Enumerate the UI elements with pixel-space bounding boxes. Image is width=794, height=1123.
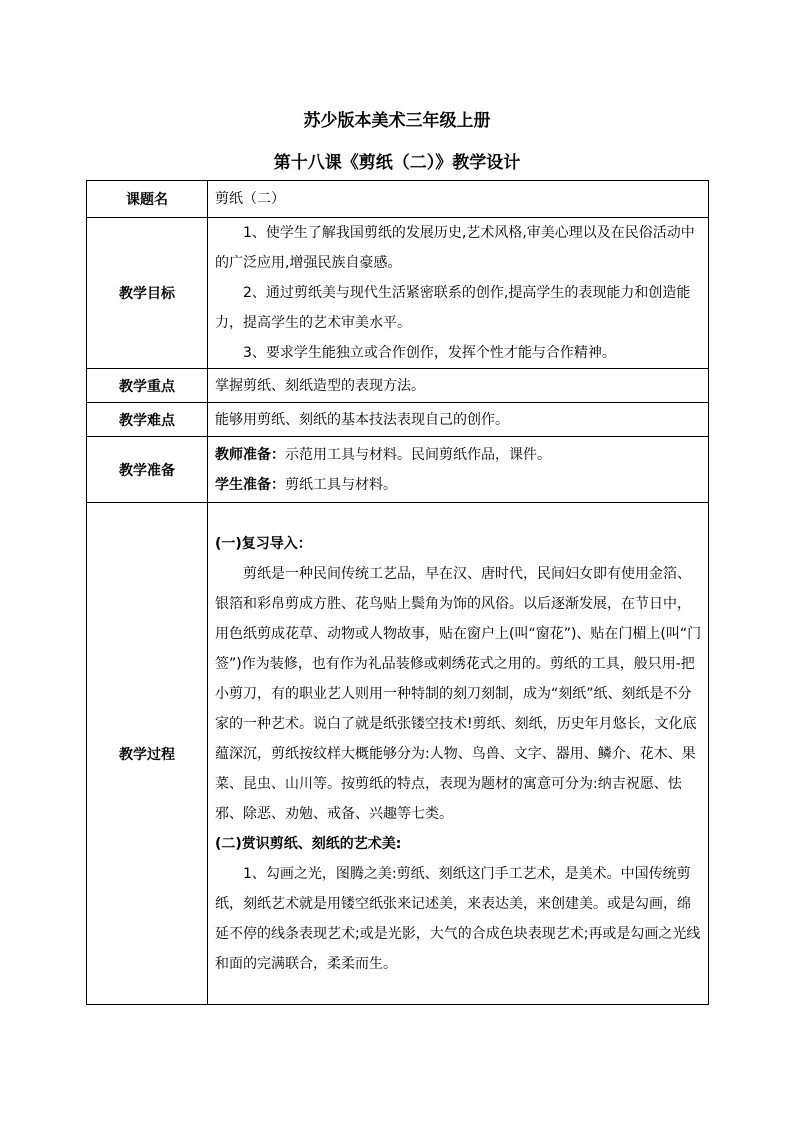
table-row-objectives [87, 218, 709, 369]
lesson-plan-table [86, 180, 709, 1005]
process-section1-heading: (一)复习导入： [215, 535, 312, 552]
table-row-process [87, 503, 709, 1005]
document-title-line1: 苏少版本美术三年级上册 [303, 111, 491, 131]
table-row-difficulties [87, 403, 709, 437]
process-section2-heading: (二)赏识剪纸、刻纸的艺术美: [215, 835, 402, 852]
objectives-label: 教学目标 [87, 218, 208, 369]
student-preparation-value: 剪纸工具与材料。 [285, 476, 397, 493]
student-preparation [215, 470, 702, 500]
objective-item-1: 1、使学生了解我国剪纸的发展历史,艺术风格,审美心理以及在民俗活动中的广泛应用,增强民族自豪感。 [215, 225, 695, 271]
process-label: 教学过程 [87, 503, 208, 1005]
topic-value: 剪纸（二） [208, 181, 709, 218]
preparation-content [208, 437, 709, 503]
table-row-preparation [87, 437, 709, 503]
teacher-preparation-label: 教师准备： [215, 446, 285, 463]
topic-label: 课题名 [87, 181, 208, 218]
difficulties-value: 能够用剪纸、刻纸的基本技法表现自己的创作。 [208, 403, 709, 437]
process-content [208, 503, 709, 1005]
objectives-content [208, 218, 709, 369]
preparation-label: 教学准备 [87, 437, 208, 503]
teacher-preparation-value: 示范用工具与材料。民间剪纸作品，课件。 [285, 446, 551, 463]
key-points-label: 教学重点 [87, 369, 208, 403]
objective-item-2: 2、通过剪纸美与现代生活紧密联系的创作,提高学生的表现能力和创造能力，提高学生的艺术审美水平。 [215, 285, 691, 331]
difficulties-label: 教学难点 [87, 403, 208, 437]
student-preparation-label: 学生准备： [215, 476, 285, 493]
teacher-preparation [215, 440, 702, 470]
process-section2-text: 1、勾画之光，图腾之美:剪纸、刻纸这门手工艺术，是美术。中国传统剪纸，刻纸艺术就是用镂空纸张来记述美，来表达美，来创建美。或是勾画，绵延不停的线条表现艺术;或是光影，大气的合成色块表现艺术;再或是勾画之光线和面的完满联合，柔柔而生。 [215, 865, 701, 972]
objective-item-3: 3、要求学生能独立或合作创作，发挥个性才能与合作精神。 [243, 345, 616, 361]
process-section1-text: 剪纸是一种民间传统工艺品，早在汉、唐时代，民间妇女即有使用金箔、银箔和彩帛剪成方胜、花鸟贴上鬓角为饰的风俗。以后逐渐发展，在节日中，用色纸剪成花草、动物或人物故事，贴在窗户上(叫“窗花”)、贴在门楣上(叫“门签”)作为装修，也有作为礼品装修或刺绣花式之用的。剪纸的工具，般只用-把小剪刀，有的职业艺人则用一种特制的刻刀刻制，成为“刻纸”纸、刻纸是不分家的一种艺术。说白了就是纸张镂空技术!剪纸、刻纸，历史年月悠长，文化底蕴深沉，剪纸按纹样大概能够分为:人物、鸟兽、文字、器用、鳞介、花木、果菜、昆虫、山川等。按剪纸的特点，表现为题材的寓意可分为:纳吉祝愿、怯邪、除恶、劝勉、戒备、兴趣等七类。 [215, 565, 702, 822]
table-row-key-points [87, 369, 709, 403]
document-title-line2: 第十八课《剪纸（二）》教学设计 [273, 153, 521, 173]
table-row-topic [87, 181, 709, 218]
key-points-value: 掌握剪纸、刻纸造型的表现方法。 [208, 369, 709, 403]
